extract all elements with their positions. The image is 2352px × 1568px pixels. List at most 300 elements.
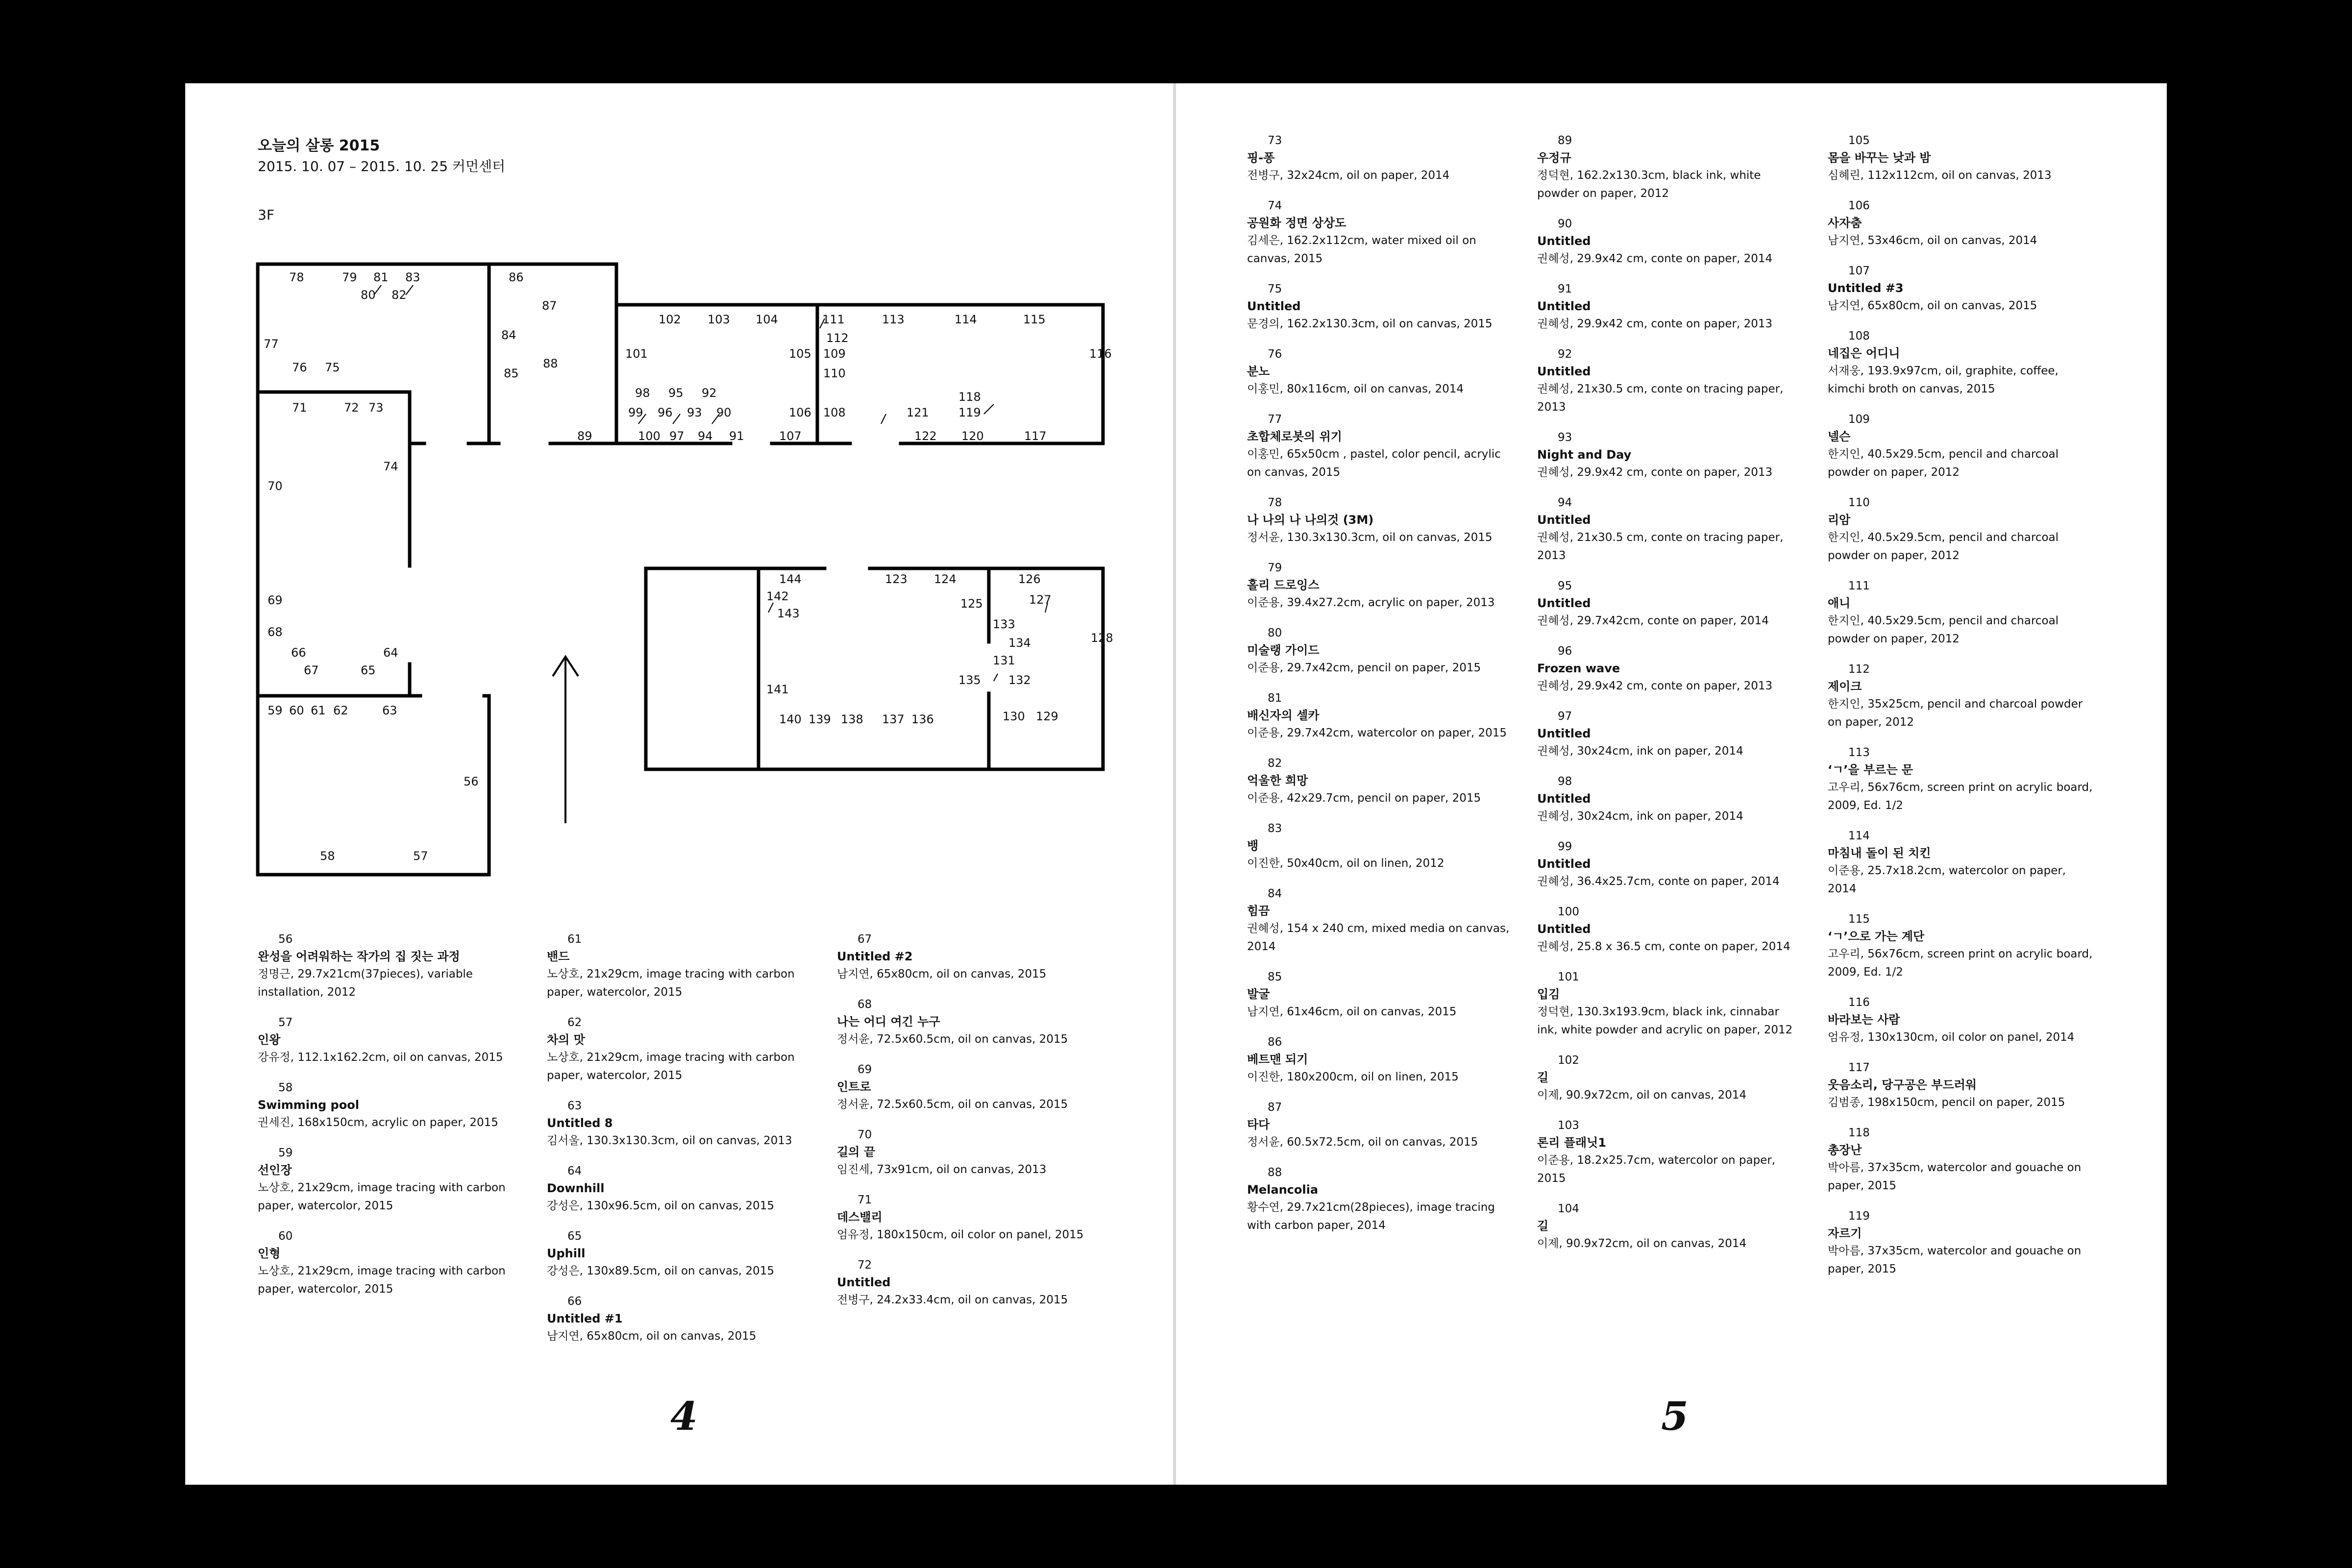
floorplan-label: 57: [413, 849, 428, 863]
floorplan-label: 77: [264, 337, 279, 351]
artwork-entry: [1247, 411, 1526, 482]
artwork-number: 74: [1268, 199, 1282, 212]
floorplan-label: 142: [766, 589, 789, 603]
artwork-number: 94: [1558, 496, 1572, 509]
artwork-entry: [837, 1192, 1116, 1244]
artwork-title: 억울한 희망: [1247, 774, 1308, 787]
artwork-detail: 강성은, 130x96.5cm, oil on canvas, 2015: [547, 1200, 774, 1212]
floorplan-label: 119: [958, 406, 981, 419]
artwork-detail: paper, watercolor, 2015: [258, 1283, 393, 1296]
artwork-title: Melancolia: [1247, 1183, 1319, 1197]
artwork-number: 61: [567, 933, 582, 946]
artwork-detail: 김서울, 130.3x130.3cm, oil on canvas, 2013: [547, 1134, 792, 1147]
floorplan-label: 80: [361, 288, 376, 302]
artwork-detail: 권혜성, 25.8 x 36.5 cm, conte on paper, 2014: [1537, 940, 1790, 953]
artwork-entry: [547, 1228, 826, 1280]
floorplan-label: 102: [659, 313, 681, 326]
artwork-entry: [1537, 429, 1816, 482]
artwork-entry: [837, 1127, 1116, 1179]
artwork-number: 95: [1558, 580, 1572, 592]
floorplan-label: 56: [464, 775, 479, 788]
artwork-entry: [837, 1257, 1116, 1309]
artwork-entry: [1247, 281, 1526, 333]
artwork-detail: on canvas, 2015: [1247, 466, 1341, 479]
artwork-entry: [1247, 197, 1526, 268]
floorplan-label: 130: [1003, 710, 1025, 723]
floorplan-label: 92: [702, 386, 717, 400]
floorplan-label: 121: [906, 406, 929, 419]
artwork-title: 길의 끝: [837, 1145, 875, 1159]
artwork-title: 애니: [1828, 596, 1851, 610]
floorplan-label: 69: [268, 593, 283, 607]
floorplan-label: 136: [911, 712, 934, 726]
artwork-detail: 권혜성, 29.9x42 cm, conte on paper, 2013: [1537, 680, 1773, 692]
artwork-number: 84: [1268, 887, 1282, 900]
artwork-entry: [258, 1228, 537, 1298]
artwork-title: 네집은 어디니: [1828, 346, 1900, 360]
artwork-detail: 고우리, 56x76cm, screen print on acrylic board,: [1828, 948, 2093, 960]
artwork-detail: 남지연, 65x80cm, oil on canvas, 2015: [837, 968, 1047, 980]
artwork-detail: 임진세, 73x91cm, oil on canvas, 2013: [837, 1163, 1047, 1176]
artwork-number: 75: [1268, 283, 1282, 295]
artwork-number: 57: [278, 1016, 293, 1029]
artwork-number: 109: [1848, 413, 1870, 426]
artwork-entry: [547, 1163, 826, 1215]
artwork-title: Untitled: [1537, 513, 1591, 527]
artwork-title: 선인장: [258, 1163, 292, 1177]
artwork-title: 발굴: [1247, 987, 1270, 1001]
artwork-detail: 한지인, 40.5x29.5cm, pencil and charcoal: [1828, 614, 2059, 627]
artwork-entry: [1537, 838, 1816, 891]
artwork-number: 86: [1268, 1036, 1282, 1049]
artwork-title: 홀리 드로잉스: [1247, 578, 1320, 592]
floorplan-label: 134: [1008, 636, 1031, 650]
artwork-detail: 남지연, 53x46cm, oil on canvas, 2014: [1828, 234, 2037, 247]
artwork-number: 63: [567, 1100, 582, 1112]
artwork-number: 93: [1558, 431, 1572, 444]
artwork-entry: [1828, 911, 2107, 981]
artwork-number: 82: [1268, 757, 1282, 770]
artwork-entry: [1247, 346, 1526, 398]
artwork-number: 97: [1558, 710, 1572, 723]
artwork-number: 60: [278, 1230, 293, 1243]
artwork-detail: 전병구, 32x24cm, oil on paper, 2014: [1247, 169, 1450, 182]
artwork-detail: paper, watercolor, 2015: [547, 1069, 683, 1082]
artwork-detail: kimchi broth on canvas, 2015: [1828, 383, 1995, 395]
artwork-number: 72: [858, 1259, 872, 1272]
floorplan-label: 96: [658, 406, 673, 419]
floorplan-label: 74: [383, 460, 398, 473]
artwork-detail: powder on paper, 2012: [1537, 187, 1669, 200]
artwork-list-column: [547, 931, 826, 1358]
artwork-detail: 황수연, 29.7x21cm(28pieces), image tracing: [1247, 1201, 1495, 1214]
artwork-detail: 이홍민, 80x116cm, oil on canvas, 2014: [1247, 383, 1464, 395]
artwork-entry: [1828, 494, 2107, 565]
artwork-title: 우정규: [1537, 151, 1571, 165]
artwork-entry: [1828, 1208, 2107, 1278]
floorplan-label: 67: [304, 663, 319, 677]
exhibition-dates: 2015. 10. 07 – 2015. 10. 25 커먼센터: [258, 158, 506, 174]
artwork-number: 80: [1268, 627, 1282, 639]
artwork-entry: [837, 931, 1116, 983]
artwork-number: 101: [1558, 971, 1579, 983]
artwork-detail: 고우리, 56x76cm, screen print on acrylic board,: [1828, 781, 2093, 794]
artwork-detail: 정서윤, 72.5x60.5cm, oil on canvas, 2015: [837, 1033, 1068, 1046]
artwork-entry: [1247, 885, 1526, 956]
artwork-number: 105: [1848, 134, 1870, 147]
artwork-title: 인왕: [258, 1033, 281, 1047]
floorplan-label: 106: [789, 406, 811, 419]
artwork-title: ‘ㄱ’을 부르는 문: [1828, 763, 1913, 777]
artwork-detail: 2013: [1537, 549, 1566, 562]
artwork-title: 뱅: [1247, 839, 1259, 853]
floorplan-label: 124: [934, 572, 956, 586]
artwork-detail: 2014: [1828, 882, 1857, 895]
artwork-detail: with carbon paper, 2014: [1247, 1219, 1386, 1232]
artwork-detail: 김범종, 198x150cm, pencil on paper, 2015: [1828, 1096, 2065, 1109]
artwork-entry: [547, 1293, 826, 1346]
artwork-number: 92: [1558, 348, 1572, 361]
artwork-detail: 권혜성, 21x30.5 cm, conte on tracing paper,: [1537, 531, 1784, 544]
artwork-number: 103: [1558, 1119, 1579, 1132]
left-page: [185, 83, 1173, 1485]
artwork-number: 85: [1268, 971, 1282, 983]
artwork-number: 67: [858, 933, 872, 946]
artwork-entry: [1247, 755, 1526, 808]
artwork-number: 110: [1848, 496, 1870, 509]
artwork-title: 웃음소리, 당구공은 부드러워: [1828, 1078, 1977, 1092]
floorplan-label: 100: [638, 429, 661, 443]
artwork-number: 104: [1558, 1202, 1579, 1215]
floorplan-label: 88: [543, 357, 558, 370]
floorplan-label: 85: [504, 367, 519, 380]
floorplan-label: 64: [383, 646, 398, 660]
artwork-detail: 엄유정, 130x130cm, oil color on panel, 2014: [1828, 1031, 2075, 1044]
artwork-title: 제이크: [1828, 680, 1862, 693]
artwork-number: 89: [1558, 134, 1572, 147]
artwork-entry: [258, 1014, 537, 1067]
floorplan-label: 59: [268, 704, 283, 717]
artwork-title: Untitled #2: [837, 950, 913, 963]
artwork-title: 밴드: [547, 950, 570, 963]
artwork-title: 마침내 돌이 된 치킨: [1828, 846, 1931, 860]
artwork-number: 62: [567, 1016, 582, 1029]
floorplan-label: 113: [882, 313, 905, 326]
floorplan-label: 93: [687, 406, 702, 419]
artwork-entry: [1247, 560, 1526, 612]
floorplan-label: 73: [368, 401, 384, 415]
artwork-number: 108: [1848, 330, 1870, 343]
artwork-title: 나 나의 나 나의것 (3M): [1247, 513, 1374, 527]
artwork-entry: [1828, 263, 2107, 315]
artwork-entry: [1247, 1034, 1526, 1086]
artwork-detail: 강성은, 130x89.5cm, oil on canvas, 2015: [547, 1265, 774, 1277]
floorplan-label: 112: [826, 331, 849, 345]
artwork-entry: [1247, 1164, 1526, 1235]
artwork-detail: 강유정, 112.1x162.2cm, oil on canvas, 2015: [258, 1051, 503, 1064]
artwork-title: 배신자의 셀카: [1247, 709, 1320, 722]
floorplan-label: 78: [289, 270, 304, 284]
artwork-number: 76: [1268, 348, 1282, 361]
artwork-number: 90: [1558, 218, 1572, 230]
floorplan-label: 144: [779, 572, 802, 586]
artwork-detail: 권혜성, 29.9x42 cm, conte on paper, 2014: [1537, 252, 1773, 265]
artwork-entry: [1247, 625, 1526, 677]
artwork-number: 69: [858, 1063, 872, 1076]
artwork-title: 타다: [1247, 1118, 1270, 1131]
floorplan-label: 126: [1018, 572, 1041, 586]
artwork-entry: [1828, 328, 2107, 398]
artwork-number: 83: [1268, 822, 1282, 835]
artwork-detail: on paper, 2012: [1828, 716, 1914, 729]
floorplan-label: 110: [823, 367, 846, 380]
artwork-detail: 박아름, 37x35cm, watercolor and gouache on: [1828, 1161, 2082, 1174]
artwork-detail: 서재웅, 193.9x97cm, oil, graphite, coffee,: [1828, 365, 2058, 377]
artwork-detail: 2009, Ed. 1/2: [1828, 966, 1903, 979]
floorplan-label: 127: [1029, 593, 1052, 607]
artwork-detail: 한지인, 35x25cm, pencil and charcoal powder: [1828, 698, 2083, 710]
artwork-detail: 2013: [1537, 401, 1566, 414]
artwork-number: 56: [278, 933, 293, 946]
artwork-detail: canvas, 2015: [1247, 252, 1323, 265]
artwork-detail: 이준용, 29.7x42cm, watercolor on paper, 2015: [1247, 727, 1507, 739]
artwork-number: 100: [1558, 906, 1579, 918]
floorplan-label: 105: [789, 347, 811, 361]
artwork-entry: [1537, 346, 1816, 416]
floorplan-label: 123: [885, 572, 907, 586]
artwork-entry: [258, 931, 537, 1002]
artwork-title: 핑-퐁: [1247, 151, 1275, 165]
artwork-detail: ink, white powder and acrylic on paper, 2012: [1537, 1024, 1793, 1036]
artwork-number: 88: [1268, 1166, 1282, 1179]
artwork-number: 111: [1848, 580, 1870, 592]
artwork-entry: [1537, 281, 1816, 333]
artwork-title: 넬슨: [1828, 430, 1851, 443]
artwork-entry: [1247, 132, 1526, 185]
artwork-detail: 이제, 90.9x72cm, oil on canvas, 2014: [1537, 1089, 1747, 1102]
floorplan-label: 68: [268, 625, 283, 639]
artwork-number: 64: [567, 1165, 582, 1177]
artwork-number: 91: [1558, 283, 1572, 295]
artwork-number: 96: [1558, 645, 1572, 658]
artwork-title: Frozen wave: [1537, 662, 1620, 675]
artwork-entry: [1247, 690, 1526, 742]
artwork-detail: 이준용, 18.2x25.7cm, watercolor on paper,: [1537, 1154, 1776, 1167]
artwork-number: 106: [1848, 199, 1870, 212]
artwork-title: 자르기: [1828, 1226, 1862, 1240]
artwork-title: 초합체로봇의 위기: [1247, 430, 1342, 443]
artwork-title: Untitled: [1537, 299, 1591, 313]
artwork-detail: 엄유정, 180x150cm, oil color on panel, 2015: [837, 1228, 1084, 1241]
artwork-entry: [1537, 969, 1816, 1039]
floorplan-label: 76: [292, 361, 307, 374]
artwork-entry: [1828, 994, 2107, 1047]
artwork-title: 입김: [1537, 987, 1560, 1001]
floorplan-label: 86: [509, 270, 524, 284]
artwork-title: 바라보는 사람: [1828, 1013, 1900, 1027]
artwork-detail: 정서윤, 60.5x72.5cm, oil on canvas, 2015: [1247, 1136, 1478, 1149]
floorplan-label: 143: [777, 607, 800, 620]
artwork-entry: [1247, 969, 1526, 1021]
artwork-title: Untitled: [837, 1275, 891, 1289]
floorplan-label: 63: [382, 704, 397, 717]
artwork-title: Downhill: [547, 1181, 605, 1195]
artwork-title: Swimming pool: [258, 1098, 359, 1112]
artwork-detail: 2009, Ed. 1/2: [1828, 799, 1903, 812]
artwork-title: 데스밸리: [837, 1210, 882, 1224]
artwork-entry: [837, 996, 1116, 1049]
artwork-detail: 노상호, 21x29cm, image tracing with carbon: [258, 1265, 506, 1277]
artwork-detail: 전병구, 24.2x33.4cm, oil on canvas, 2015: [837, 1294, 1068, 1306]
artwork-entry: [1537, 494, 1816, 565]
artwork-detail: 권혜성, 29.7x42cm, conte on paper, 2014: [1537, 614, 1769, 627]
artwork-number: 73: [1268, 134, 1282, 147]
artwork-number: 87: [1268, 1101, 1282, 1114]
floorplan-label: 118: [958, 390, 981, 404]
floorplan-label: 129: [1036, 710, 1058, 723]
floorplan-label: 97: [669, 429, 685, 443]
artwork-entry: [1537, 643, 1816, 695]
floorplan-label: 108: [823, 406, 846, 419]
artwork-title: 총장난: [1828, 1143, 1862, 1157]
artwork-list-column: [258, 931, 537, 1311]
artwork-number: 116: [1848, 996, 1870, 1009]
floorplan-label: 94: [698, 429, 713, 443]
artwork-title: 공원화 정면 상상도: [1247, 216, 1347, 230]
artwork-title: 사자춤: [1828, 216, 1862, 230]
artwork-detail: powder on paper, 2012: [1828, 633, 1960, 645]
floorplan-label: 103: [708, 313, 730, 326]
artwork-detail: powder on paper, 2012: [1828, 549, 1960, 562]
artwork-detail: paper, watercolor, 2015: [547, 986, 683, 999]
artwork-entry: [547, 1014, 826, 1085]
artwork-title: Untitled 8: [547, 1116, 613, 1130]
artwork-entry: [1828, 828, 2107, 898]
artwork-title: Untitled: [1537, 922, 1591, 936]
artwork-detail: 정덕현, 130.3x193.9cm, black ink, cinnabar: [1537, 1005, 1779, 1018]
artwork-detail: 김세은, 162.2x112cm, water mixed oil on: [1247, 234, 1476, 247]
artwork-entry: [1537, 1200, 1816, 1253]
artwork-detail: 이준용, 25.7x18.2cm, watercolor on paper,: [1828, 864, 2066, 877]
artwork-title: ‘ㄱ’으로 가는 계단: [1828, 930, 1925, 943]
floorplan-label: 114: [955, 313, 977, 326]
artwork-detail: 정명근, 29.7x21cm(37pieces), variable: [258, 968, 473, 980]
artwork-title: 인형: [258, 1247, 281, 1260]
floorplan-label: 95: [668, 386, 684, 400]
floorplan-label: 141: [766, 683, 789, 696]
artwork-number: 78: [1268, 496, 1282, 509]
floorplan-label: 82: [392, 288, 407, 302]
artwork-entry: [1828, 411, 2107, 482]
artwork-title: 몸을 바꾸는 낮과 밤: [1828, 151, 1931, 165]
artwork-number: 71: [858, 1194, 872, 1206]
artwork-detail: 이진한, 180x200cm, oil on linen, 2015: [1247, 1071, 1459, 1083]
artwork-entry: [837, 1061, 1116, 1114]
floorplan-label: 61: [311, 704, 326, 717]
floorplan-label: 58: [320, 849, 335, 863]
floorplan-label: 137: [882, 712, 905, 726]
page-number: 4: [670, 1393, 698, 1439]
artwork-entry: [1247, 820, 1526, 873]
artwork-list-column: [1247, 132, 1526, 1248]
floorplan-label: 60: [289, 704, 304, 717]
artwork-title: 힘끔: [1247, 904, 1270, 918]
artwork-detail: 권혜성, 29.9x42 cm, conte on paper, 2013: [1537, 318, 1773, 330]
artwork-title: 완성을 어려워하는 작가의 집 짓는 과정: [258, 950, 460, 963]
artwork-detail: 이준용, 29.7x42cm, pencil on paper, 2015: [1247, 662, 1481, 674]
artwork-detail: 2015: [1537, 1172, 1566, 1185]
artwork-entry: [1828, 132, 2107, 185]
artwork-detail: 권혜성, 30x24cm, ink on paper, 2014: [1537, 810, 1743, 823]
floorplan-label: 107: [779, 429, 802, 443]
floorplan-label: 83: [405, 270, 420, 284]
artwork-detail: 한지인, 40.5x29.5cm, pencil and charcoal: [1828, 531, 2059, 544]
floorplan-label: 140: [779, 712, 802, 726]
artwork-detail: 한지인, 40.5x29.5cm, pencil and charcoal: [1828, 448, 2059, 461]
floorplan-label: 91: [729, 429, 744, 443]
floorplan-label: 139: [808, 712, 831, 726]
exhibition-title: 오늘의 살롱 2015: [258, 137, 380, 154]
floor-label: 3F: [258, 207, 274, 223]
artwork-title: 길: [1537, 1071, 1549, 1084]
artwork-detail: 이준용, 42x29.7cm, pencil on paper, 2015: [1247, 792, 1481, 805]
artwork-number: 119: [1848, 1210, 1870, 1223]
page-number: 5: [1661, 1393, 1689, 1439]
floorplan-label: 72: [344, 401, 359, 415]
artwork-number: 107: [1848, 265, 1870, 277]
floorplan-label: 122: [914, 429, 937, 443]
floorplan-label: 135: [958, 673, 981, 687]
artwork-detail: 이준용, 39.4x27.2cm, acrylic on paper, 2013: [1247, 596, 1495, 609]
floorplan-label: 120: [961, 429, 984, 443]
artwork-number: 113: [1848, 746, 1870, 759]
artwork-list-column: [1537, 132, 1816, 1266]
artwork-entry: [1828, 1059, 2107, 1112]
floorplan-label: 111: [822, 313, 845, 326]
artwork-number: 118: [1848, 1127, 1870, 1139]
artwork-title: Untitled #3: [1828, 281, 1904, 295]
artwork-entry: [1828, 661, 2107, 732]
floorplan-label: 84: [501, 328, 516, 342]
artwork-entry: [547, 931, 826, 1002]
floorplan-label: 71: [292, 401, 307, 415]
floorplan-label: 138: [841, 712, 863, 726]
artwork-title: Untitled: [1537, 365, 1591, 378]
floorplan-label: 104: [756, 313, 778, 326]
floorplan-label: 90: [716, 406, 732, 419]
floorplan-label: 115: [1023, 313, 1046, 326]
artwork-detail: 남지연, 65x80cm, oil on canvas, 2015: [1828, 299, 2037, 312]
artwork-detail: 이진한, 50x40cm, oil on linen, 2012: [1247, 857, 1445, 870]
floorplan-label: 131: [993, 654, 1015, 667]
artwork-number: 70: [858, 1128, 872, 1141]
artwork-number: 58: [278, 1081, 293, 1094]
artwork-detail: 문경의, 162.2x130.3cm, oil on canvas, 2015: [1247, 318, 1493, 330]
artwork-detail: 노상호, 21x29cm, image tracing with carbon: [547, 968, 795, 980]
artwork-entry: [1537, 132, 1816, 203]
artwork-title: Untitled: [1537, 857, 1591, 871]
artwork-title: Untitled: [1247, 299, 1301, 313]
artwork-detail: 심혜린, 112x112cm, oil on canvas, 2013: [1828, 169, 2052, 182]
artwork-number: 102: [1558, 1054, 1579, 1067]
floor-plan: [185, 83, 1173, 897]
artwork-detail: 노상호, 21x29cm, image tracing with carbon: [258, 1181, 506, 1194]
floorplan-label: 98: [635, 386, 650, 400]
artwork-detail: 이홍민, 65x50cm , pastel, color pencil, acrylic: [1247, 448, 1501, 461]
artwork-title: Untitled: [1537, 792, 1591, 806]
artwork-number: 98: [1558, 775, 1572, 788]
artwork-number: 79: [1268, 562, 1282, 574]
